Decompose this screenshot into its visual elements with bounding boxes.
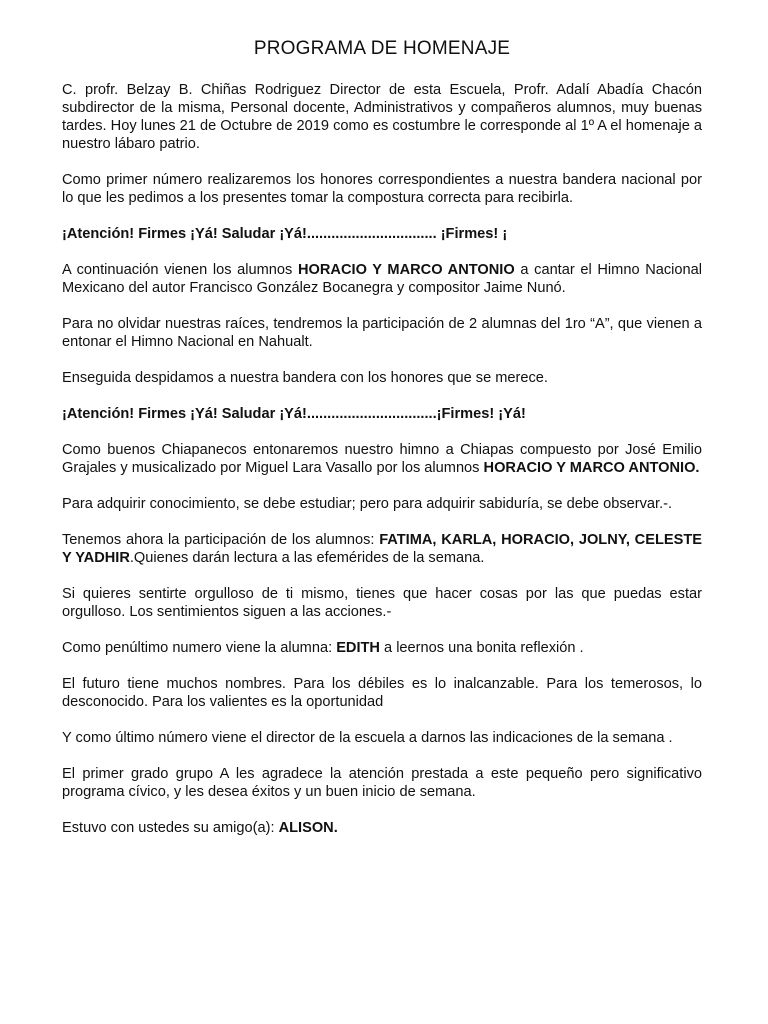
paragraph-quote-pride: [62, 585, 702, 621]
text-segment: Para adquirir conocimiento, se debe estudiar; pero para adquirir sabiduría, se debe observar.-.: [62, 496, 673, 512]
text-segment: Como buenos Chiapanecos entonaremos nuestro himno a Chiapas compuesto por José Emilio Grajales y musicalizado por Miguel Lara Vasallo por los alumnos: [62, 442, 702, 476]
paragraph-command-2: [62, 405, 702, 423]
paragraph-quote-future: [62, 675, 702, 711]
text-segment: Si quieres sentirte orgulloso de ti mismo, tienes que hacer cosas por las que puedas estar orgulloso. Los sentimientos siguen a las acciones.-: [62, 586, 702, 620]
text-segment: El futuro tiene muchos nombres. Para los débiles es lo inalcanzable. Para los temerosos, lo desconocido. Para los valientes es la oportunidad: [62, 676, 702, 710]
bold-names: EDITH: [336, 640, 380, 656]
text-segment: Enseguida despidamos a nuestra bandera con los honores que se merece.: [62, 370, 548, 386]
document-page: [62, 37, 702, 855]
text-segment: Como primer número realizaremos los honores correspondientes a nuestra bandera nacional por lo que les pedimos a los presentes tomar la compostura correcta para recibirla.: [62, 172, 702, 206]
text-segment: Tenemos ahora la participación de los alumnos:: [62, 532, 380, 548]
text-segment: Como penúltimo numero viene la alumna:: [62, 640, 337, 656]
bold-command: ¡Atención! Firmes ¡Yá! Saludar ¡Yá!................................¡Firmes! ¡Yá!: [62, 406, 526, 422]
bold-names: HORACIO Y MARCO ANTONIO.: [483, 460, 700, 476]
paragraph-quote-knowledge: [62, 495, 702, 513]
paragraph-honors-intro: [62, 171, 702, 207]
text-segment: a cantar el Himno Nacional Mexicano del autor Francisco González Bocanegra y compositor Jaime Nunó.: [62, 262, 703, 296]
text-segment: .Quienes darán lectura a las efemérides de la semana.: [129, 550, 485, 566]
paragraph-chiapas-anthem: [62, 441, 702, 477]
text-segment: a leernos una bonita reflexión .: [379, 640, 584, 656]
text-segment: El primer grado grupo A les agradece la atención prestada a este pequeño pero significativo programa cívico, y les desea éxitos y un buen inicio de semana.: [62, 766, 702, 800]
paragraph-national-anthem: [62, 261, 702, 297]
text-segment: A continuación vienen los alumnos: [62, 262, 298, 278]
paragraph-command-1: [62, 225, 702, 243]
text-segment: Para no olvidar nuestras raíces, tendremos la participación de 2 alumnas del 1ro “A”, que vienen a entonar el Himno Nacional en Nahualt.: [62, 316, 702, 350]
document-title: PROGRAMA DE HOMENAJE: [253, 38, 511, 59]
paragraph-reflection: [62, 639, 702, 657]
bold-names: HORACIO Y MARCO ANTONIO: [298, 262, 515, 278]
paragraph-sign-off: [62, 819, 702, 837]
paragraph-nahuatl-anthem: [62, 315, 702, 351]
paragraph-director: [62, 729, 702, 747]
text-segment: C. profr. Belzay B. Chiñas Rodriguez Director de esta Escuela, Profr. Adalí Abadía Chacón subdirector de la misma, Personal docente, Administrativos y compañeros alumnos, muy buenas tardes. Hoy lunes 21 de Octubre de 2019 como es costumbre le corresponde al 1º A el homenaje a nuestro lábaro patrio.: [62, 82, 702, 152]
bold-command: ¡Atención! Firmes ¡Yá! Saludar ¡Yá!................................ ¡Firmes! ¡: [62, 226, 508, 242]
bold-names: ALISON.: [278, 820, 338, 836]
paragraph-greeting: [62, 81, 702, 153]
paragraph-farewell-flag: [62, 369, 702, 387]
text-segment: Estuvo con ustedes su amigo(a):: [62, 820, 279, 836]
text-segment: Y como último número viene el director de la escuela a darnos las indicaciones de la semana .: [62, 730, 673, 746]
paragraph-ephemerides: [62, 531, 702, 567]
paragraph-thanks: [62, 765, 702, 801]
bold-names: FATIMA, KARLA, HORACIO, JOLNY, CELESTE Y YADHIR: [62, 532, 702, 566]
